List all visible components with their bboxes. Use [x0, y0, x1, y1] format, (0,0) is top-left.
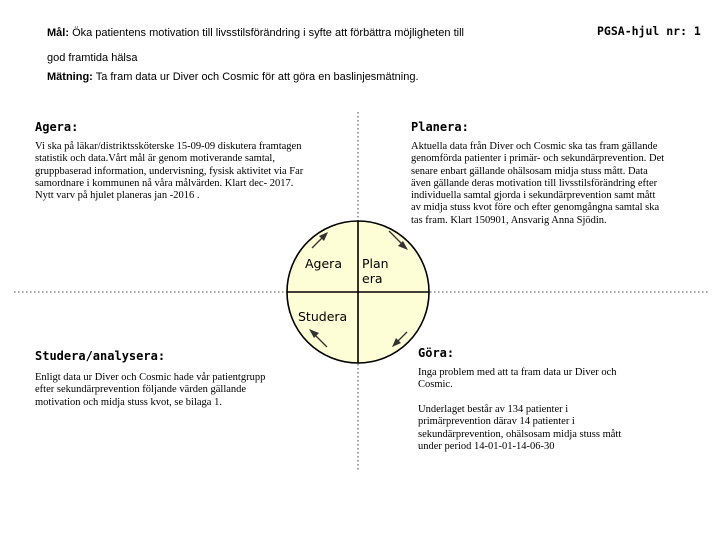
- text-line: Aktuella data från Diver och Cosmic ska tas fram gällande: [411, 141, 658, 152]
- text-line: Nytt varv på hjulet planeras jan -2016 .: [35, 190, 200, 202]
- text-line: senare enbart gällande ohälsosam midja stuss mått. Data: [411, 165, 648, 177]
- text-line: även gällande deras motivation till livsstilsförändring efter: [411, 177, 658, 189]
- wheel-number: PGSA-hjul nr: 1: [597, 24, 701, 38]
- goal-line: [47, 27, 464, 39]
- plan-text: [411, 141, 711, 227]
- study-heading: Studera/analysera:: [35, 349, 166, 363]
- wheel-plan-label: [362, 256, 389, 286]
- do-text-para1: [418, 367, 708, 392]
- plan-heading: Planera:: [411, 120, 469, 134]
- measure-label: Mätning:: [47, 71, 93, 83]
- text-line: tas fram. Klart 150901, Ansvarig Anna Sjödin.: [411, 214, 607, 226]
- study-text: [35, 372, 335, 409]
- text-line: under period 14-01-01-14-06-30: [418, 440, 555, 452]
- act-text: [35, 141, 365, 202]
- wheel-plan-label-line: era: [362, 271, 383, 286]
- wheel-plan-label-line: Plan: [362, 256, 389, 271]
- text-line: Enligt data ur Diver och Cosmic hade vår patientgrupp: [35, 372, 266, 383]
- measure-text: Ta fram data ur Diver och Cosmic för att göra en baslinjesmätning.: [95, 71, 419, 83]
- text-line: samordnare i kommunen nå våra målvärden. Klart dec- 2017.: [35, 177, 294, 189]
- measure-line: [47, 71, 419, 83]
- wheel-act-label: Agera: [305, 256, 342, 271]
- text-line: Inga problem med att ta fram data ur Diver och: [418, 367, 617, 378]
- text-line: Underlaget består av 134 patienter i: [418, 404, 569, 415]
- wheel-study-label: Studera: [298, 309, 348, 324]
- text-line: Cosmic.: [418, 379, 453, 391]
- text-line: individuella samtal gjorda i sekundärprevention samt mått: [411, 190, 656, 202]
- text-line: gruppbaserad information, undervisning, fysisk aktivitet via Far: [35, 165, 304, 177]
- text-line: genomförda patienter i primär- och sekundärprevention. Det: [411, 153, 665, 165]
- goal-label: Mål:: [47, 27, 69, 39]
- do-text-para2: [418, 404, 708, 453]
- text-line: av midja stuss kvot före och efter genomgångna samtal ska: [411, 202, 660, 214]
- goal-text: Öka patientens motivation till livsstilsförändring i syfte att förbättra möjligheten till: [72, 27, 464, 39]
- act-heading: Agera:: [35, 120, 79, 134]
- text-line: primärprevention därav 14 patienter i: [418, 416, 575, 428]
- text-line: sekundärprevention, ohälsosam midja stuss mått: [418, 428, 622, 440]
- text-line: statistik och data.Vårt mål är genom motiverande samtal,: [35, 153, 275, 165]
- text-line: Vi ska på läkar/distriktssköterske 15-09-09 diskutera framtagen: [35, 141, 302, 152]
- do-heading: Göra:: [418, 346, 455, 360]
- goal-text-continued: god framtida hälsa: [47, 52, 138, 64]
- text-line: efter sekundärprevention följande värden gällande: [35, 384, 247, 396]
- text-line: motivation och midja stuss kvot, se bilaga 1.: [35, 396, 222, 408]
